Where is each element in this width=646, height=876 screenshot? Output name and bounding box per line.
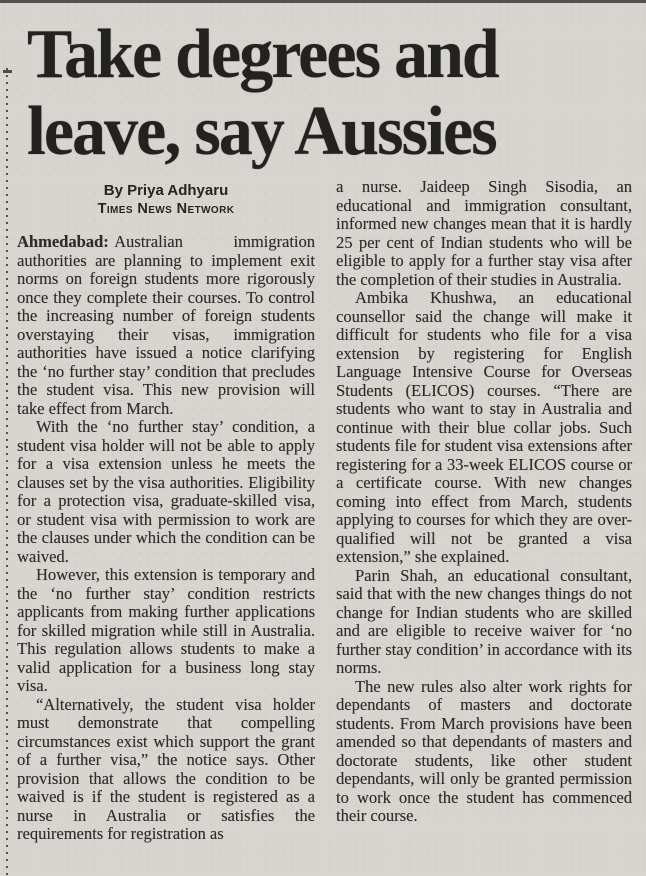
paragraph: With the ‘no further stay’ condition, a student visa holder will not be able to apply for a visa extension unless he meets the clauses set by the visa authorities. Eligibility for a protection visa, graduate-skilled visa, or student visa with permission to work are the clauses under which the condition can be waived. <box>17 417 315 566</box>
left-column <box>17 178 315 844</box>
paragraph: However, this extension is temporary and the ‘no further stay’ condition restricts applicants from making further applications for skilled migration while still in Australia. This regulation allows students to make a valid application for a business long stay visa. <box>17 565 315 695</box>
dotted-rule-start-tick <box>3 70 12 73</box>
article-body <box>0 170 646 844</box>
column-separator-dotted-rule <box>6 68 8 876</box>
paragraph-lead <box>17 233 315 418</box>
right-column <box>336 178 632 844</box>
headline-line-1: Take degrees and <box>27 16 498 93</box>
paragraph: Ambika Khushwa, an educational counsellor said the change will make it difficult for students who file for a visa extension by registering for English Language Intensive Course for Overseas Students (ELICOS) courses. “There are students who want to stay in Australia and continue with their blue collar jobs. Such students file for student visa extensions after registering for a 33-week ELICOS course or a certificate course. With new changes coming into effect from March, students applying to courses for which they are over-qualified will not be granted a visa extension,” she explained. <box>336 288 632 566</box>
paragraph-text: Australian immigration authorities are planning to implement exit norms on foreign students more rigorously once they complete their courses. To control the increasing number of foreign students overstaying their visas, immigration authorities have issued a notice clarifying the ‘no further stay’ condition that precludes the student visa. This new provision will take effect from March. <box>17 232 315 418</box>
byline-agency: Times News Network <box>97 201 235 217</box>
byline-author: By Priya Adhyaru <box>103 182 229 199</box>
headline-line-2: leave, say Aussies <box>27 93 496 170</box>
paragraph: The new rules also alter work rights for dependants of masters and doctorate students. From March provisions have been amended so that dependants of masters and doctorate students, like other student dependants, will only be granted permission to work once the student has commenced their course. <box>336 676 632 825</box>
paragraph: Parin Shah, an educational consultant, said that with the new changes things do not change for Indian students who are skilled and are eligible to receive waiver for ‘no further stay condition’ in accordance with its norms. <box>336 565 632 677</box>
top-rule <box>0 0 646 3</box>
article-headline <box>0 0 646 170</box>
dateline: Ahmedabad: <box>17 232 109 251</box>
byline-block <box>17 181 315 218</box>
paragraph-continuation: a nurse. Jaideep Singh Sisodia, an educational and immigration consultant, informed new changes mean that it is hardly 25 per cent of Indian students who will be eligible to apply for a further stay visa after the completion of their studies in Australia. <box>336 177 632 289</box>
paragraph: “Alternatively, the student visa holder must demonstrate that compelling circumstances exist which support the grant of a further visa,” the notice says. Other provision that allows the condition to be waived is if the student is registered as a nurse in Australia or satisfies the requirements for registration as <box>17 694 315 843</box>
